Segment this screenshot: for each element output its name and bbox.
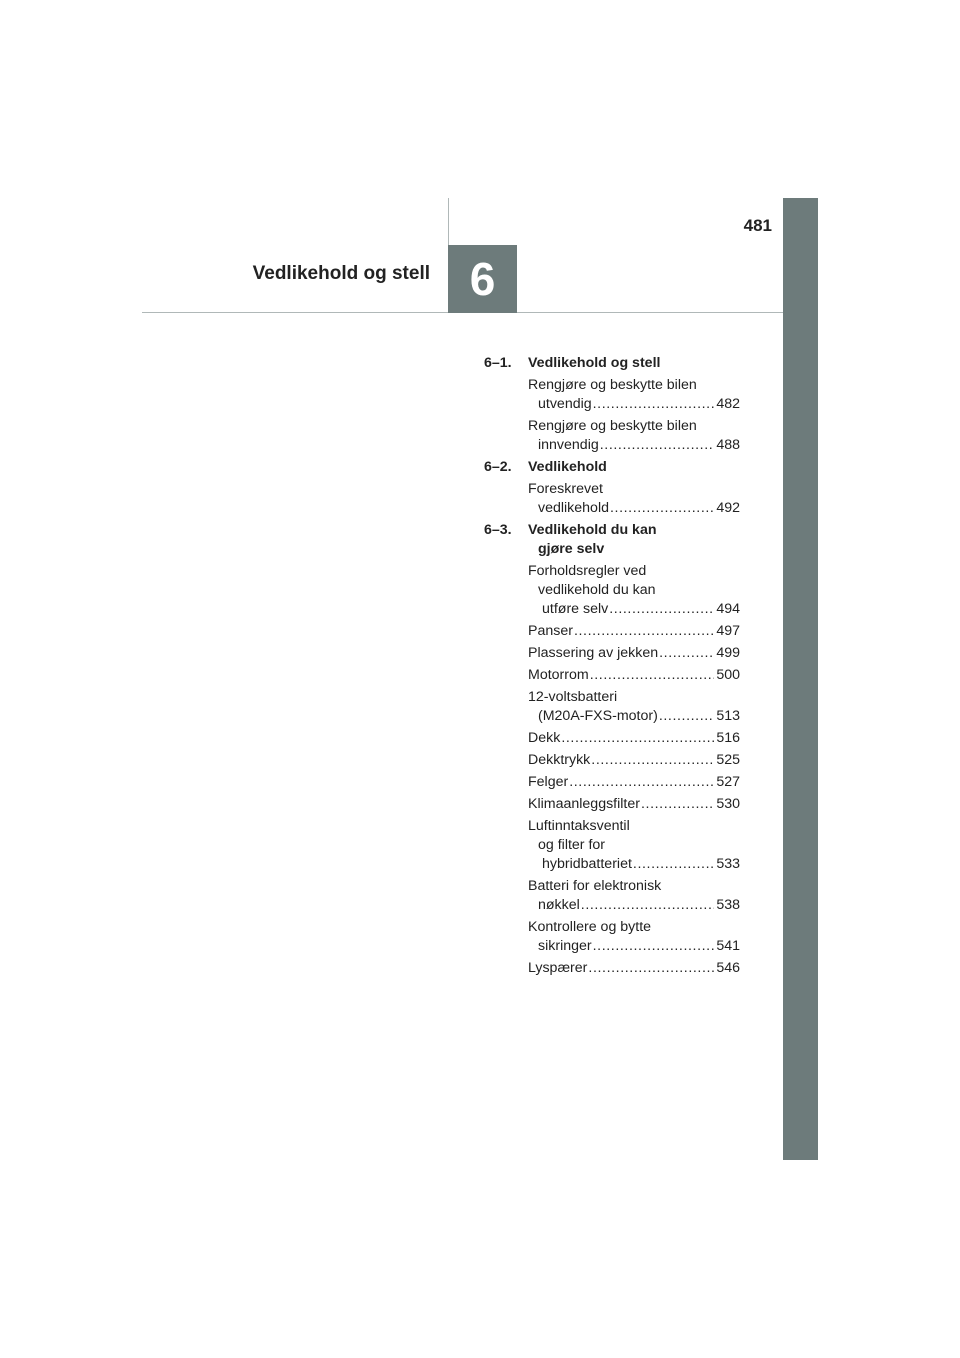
- toc-entry-line: Kontrollere og bytte: [528, 919, 652, 935]
- toc-entry-line: Rengjøre og beskytte bilen: [528, 377, 697, 393]
- toc-entry[interactable]: [528, 644, 740, 663]
- toc-page-number: 497: [716, 623, 740, 639]
- toc-section-title-text: Vedlikehold: [528, 459, 607, 475]
- toc-section-title: [528, 458, 740, 477]
- toc-entry-title: Klimaanleggsfilter: [528, 796, 640, 812]
- toc-entry[interactable]: [528, 622, 740, 641]
- chapter-title: Vedlikehold og stell: [252, 263, 430, 284]
- toc-entry[interactable]: [528, 817, 740, 874]
- toc-dot-leader: [659, 644, 714, 663]
- toc-entry-line: Batteri for elektronisk: [528, 878, 662, 894]
- toc-entry-line: og filter for: [538, 837, 606, 853]
- toc-entry-line: Forholdsregler ved: [528, 563, 647, 579]
- toc-dot-leader: [590, 666, 715, 685]
- toc-entry-line: Luftinntaksventil: [528, 818, 630, 834]
- toc-entry-leader-line: [528, 729, 740, 748]
- toc-entry-line: vedlikehold du kan: [538, 582, 656, 598]
- toc-entry-title: Panser: [528, 623, 573, 639]
- toc-page-number: 492: [716, 500, 740, 516]
- toc-section-heading: [484, 458, 740, 477]
- toc-page-number: 482: [716, 396, 740, 412]
- page-number: 481: [743, 216, 772, 235]
- toc-dot-leader: [633, 855, 714, 874]
- toc-entry-line: Foreskrevet: [528, 481, 603, 497]
- toc-entry-title: innvendig: [538, 437, 599, 453]
- toc-entry-title: Motorrom: [528, 667, 589, 683]
- header-vertical-rule: [448, 198, 449, 245]
- toc-dot-leader: [593, 937, 715, 956]
- toc-entry[interactable]: [528, 666, 740, 685]
- toc-section: [484, 354, 740, 455]
- toc-entry-title: vedlikehold: [538, 500, 609, 516]
- toc-entry-line: 12-voltsbatteri: [528, 689, 618, 705]
- toc-entry[interactable]: [528, 918, 740, 956]
- toc-section-title: [528, 521, 740, 559]
- toc-section-number: 6–1.: [484, 355, 512, 371]
- toc-entry[interactable]: [528, 376, 740, 414]
- toc-entry[interactable]: [528, 562, 740, 619]
- toc-entry[interactable]: [528, 480, 740, 518]
- toc-entry-leader-line: [528, 499, 740, 518]
- toc-dot-leader: [574, 622, 714, 641]
- toc-entry-leader-line: [528, 436, 740, 455]
- toc-page-number: 546: [716, 960, 740, 976]
- toc-entry-leader-line: [528, 795, 740, 814]
- toc-entry-title: Plassering av jekken: [528, 645, 659, 661]
- toc-entry-leader-line: [528, 600, 740, 619]
- toc-page-number: 500: [716, 667, 740, 683]
- toc-section-title: [528, 354, 740, 373]
- toc-dot-leader: [659, 707, 715, 726]
- toc-page-number: 488: [716, 437, 740, 453]
- toc-entry-leader-line: [528, 855, 740, 874]
- toc-entry-title: utføre selv: [542, 601, 609, 617]
- toc-entry-leader-line: [528, 959, 740, 978]
- toc-entry-title: sikringer: [538, 938, 592, 954]
- toc-dot-leader: [641, 795, 714, 814]
- toc-entry[interactable]: [528, 688, 740, 726]
- toc-section-number: 6–2.: [484, 459, 512, 475]
- toc-entry-leader-line: [528, 707, 740, 726]
- toc-entry-title: hybridbatteriet: [542, 856, 632, 872]
- toc-entry-leader-line: [528, 773, 740, 792]
- toc-dot-leader: [569, 773, 714, 792]
- toc-entry-title: Dekktrykk: [528, 752, 591, 768]
- toc-entry[interactable]: [528, 959, 740, 978]
- toc-page-number: 513: [716, 708, 740, 724]
- toc-page-number: 527: [716, 774, 740, 790]
- toc-page-number: 530: [716, 796, 740, 812]
- table-of-contents: [484, 354, 740, 981]
- toc-page-number: 533: [716, 856, 740, 872]
- toc-dot-leader: [600, 436, 715, 455]
- toc-entry-leader-line: [528, 395, 740, 414]
- toc-entry[interactable]: [528, 795, 740, 814]
- toc-entry-leader-line: [528, 666, 740, 685]
- toc-dot-leader: [591, 751, 714, 770]
- toc-entry-leader-line: [528, 751, 740, 770]
- toc-dot-leader: [610, 499, 714, 518]
- toc-entry-leader-line: [528, 937, 740, 956]
- toc-entry-title: (M20A-FXS-motor): [538, 708, 658, 724]
- toc-entry-leader-line: [528, 622, 740, 641]
- toc-section-title-text: Vedlikehold du kan: [528, 522, 657, 538]
- toc-section-number: 6–3.: [484, 522, 512, 538]
- toc-entry[interactable]: [528, 751, 740, 770]
- toc-entry-title: nøkkel: [538, 897, 580, 913]
- toc-page-number: 499: [716, 645, 740, 661]
- toc-dot-leader: [561, 729, 714, 748]
- toc-dot-leader: [593, 395, 715, 414]
- toc-page-number: 541: [716, 938, 740, 954]
- chapter-number-badge: 6: [448, 245, 517, 313]
- toc-entry-title: Lyspærer: [528, 960, 588, 976]
- toc-dot-leader: [581, 896, 715, 915]
- toc-section-heading: [484, 521, 740, 559]
- toc-entry-title: utvendig: [538, 396, 592, 412]
- toc-entry-title: Felger: [528, 774, 569, 790]
- toc-entry[interactable]: [528, 417, 740, 455]
- toc-section-heading: [484, 354, 740, 373]
- toc-dot-leader: [588, 959, 714, 978]
- toc-entry[interactable]: [528, 729, 740, 748]
- toc-page-number: 494: [716, 601, 740, 617]
- toc-dot-leader: [609, 600, 714, 619]
- toc-page-number: 525: [716, 752, 740, 768]
- toc-section: [484, 458, 740, 518]
- toc-entry[interactable]: [528, 773, 740, 792]
- toc-entry-title: Dekk: [528, 730, 561, 746]
- toc-page-number: 538: [716, 897, 740, 913]
- toc-section: [484, 521, 740, 978]
- toc-entry-leader-line: [528, 644, 740, 663]
- toc-section-title-continued: gjøre selv: [538, 541, 605, 557]
- side-chapter-tab: [783, 198, 818, 1160]
- toc-entry-leader-line: [528, 896, 740, 915]
- toc-entry[interactable]: [528, 877, 740, 915]
- toc-entry-line: Rengjøre og beskytte bilen: [528, 418, 697, 434]
- toc-section-title-text: Vedlikehold og stell: [528, 355, 661, 371]
- toc-page-number: 516: [716, 730, 740, 746]
